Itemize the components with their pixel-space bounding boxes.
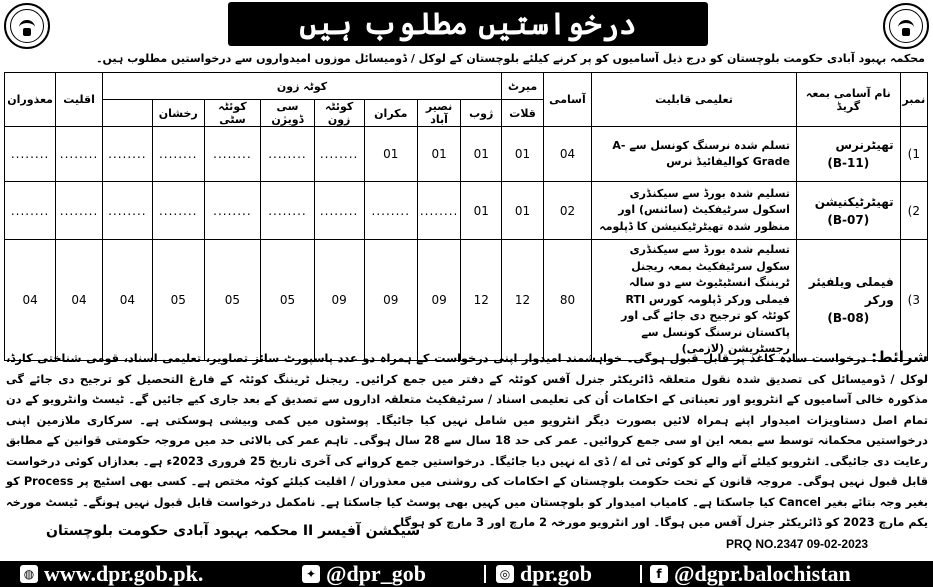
zone-value: 09 (314, 240, 364, 361)
zone-value: ........ (261, 127, 314, 182)
footer-twitter[interactable] (302, 561, 426, 587)
zone-value: ........ (314, 127, 364, 182)
footer-divider (640, 565, 642, 583)
header-row (5, 73, 928, 100)
zone-value: ........ (102, 127, 152, 182)
row-number: 1) (900, 127, 927, 182)
footer-facebook[interactable] (650, 561, 851, 587)
post-grade: (B-08) (827, 310, 870, 325)
zone-value: 12 (461, 240, 502, 361)
zone-value: 05 (261, 240, 314, 361)
post-title: تھیٹرٹیکنیشن (814, 194, 894, 209)
zone-value: 09 (417, 240, 460, 361)
header (0, 0, 933, 56)
post-name (796, 127, 900, 182)
instagram-icon: ◎ (496, 565, 514, 583)
merit-count: 01 (502, 182, 544, 240)
zone-value: 04 (102, 240, 152, 361)
zone-value: 01 (364, 127, 417, 182)
col-post: نام آسامی بمعہ گریڈ (796, 73, 900, 127)
col-qualification: تعلیمی قابلیت (591, 73, 796, 127)
zone-value: 01 (417, 127, 460, 182)
footer-instagram[interactable] (496, 561, 592, 587)
twitter-text: @dpr_gob (326, 561, 426, 586)
zone-value: 01 (461, 182, 502, 240)
page-title: درخواستیں مطلوب ہیں (299, 6, 637, 42)
qualification: تسلیم شدہ بورڈ سے سیکنڈری سکول سرٹیفکیٹ بمعہ ریجنل ٹریننگ انسٹیٹیوٹ سے دو سالہ فیملی ورکر ڈپلومہ کورس RTI کوئٹہ کو ترجیح دی جائے گی اور پاکستان نرسنگ کونسل سے رجسٹریشن (لازمی) (591, 240, 796, 361)
post-name (796, 182, 900, 240)
zone-value: 09 (364, 240, 417, 361)
row-number: 2) (900, 182, 927, 240)
posts-table (4, 72, 928, 361)
intro-text: محکمہ بہبود آبادی حکومت بلوچستان کو درج ذیل آسامیوں کو پر کرنے کیلئے بلوچستان کے لوکل / ڈومیسائل موزوں امیدواروں سے درخواستیں مطلوب ہیں۔ (96, 52, 925, 65)
merit-count: 12 (502, 240, 544, 361)
table-row (5, 240, 928, 361)
total-posts: 04 (543, 127, 591, 182)
prq-number: PRQ NO.2347 09-02-2023 (726, 537, 869, 551)
website-text: www.dpr.gob.pk. (44, 561, 204, 586)
col-no: نمبر (900, 73, 927, 127)
col-disabled: معذوران (5, 73, 56, 127)
zone-header: قلات (502, 100, 544, 127)
instagram-text: dpr.gob (520, 561, 592, 586)
conditions-title: شرائط: (871, 348, 928, 366)
minority-value: 04 (56, 240, 103, 361)
zone-header: ژوب (461, 100, 502, 127)
post-grade: (B-11) (827, 156, 870, 170)
zone-header: نصیر آباد (417, 100, 460, 127)
minority-value: ........ (56, 127, 103, 182)
conditions-text: درخواست سادہ کاغذ پر قابل قبول ہوگی۔ خواہشمند امیدوار اپنی درخواست کے ہمراہ دو عدد پاسپورٹ سائز تصاویر، تعلیمی اسناد، قومی شناختی کارڈ، لوکل / ڈومیسائل کی تصدیق شدہ نقول متعلقہ ڈائریکٹر جنرل آفس کوئٹہ کے دفتر میں جمع کرائیں۔ ریجنل ٹریننگ کوئٹہ کے فارغ التحصیل کو ترجیح دی جائے گی مذکورہ خالی آسامیوں کے انٹرویو اور تعیناتی کے احکامات اُن کی تعلیمی اسناد / سرٹیفکیٹ متعلقہ اداروں سے تصدیق کے بعد جاری کیے جائیں گے۔ ٹیسٹ وانٹرویو کے دن تمام اصل دستاویزات امیدوار اپنے ہمراہ لائیں بصورت دیگر انٹرویو میں شامل نہیں کیا جائیگا۔ پوسٹوں میں کمی وبیشی ہوسکتی ہے۔ سرکاری ملازمین اپنی درخواستیں محکمانہ توسط سے بمعہ این او سی جمع کروائیں۔ عمر کی حد 18 سال سے 28 سال ہوگی۔ تاہم عمر کی بالائی حد میں مروجہ حکومتی قوانین کے مطابق رعایت دی جائیگی۔ انٹرویو کیلئے آنے والے کو کوئی ٹی اے / ڈی اے نہیں دیا جائیگا۔ درخواستیں جمع کروانے کی آخری تاریخ 25 فروری 2023ء ہے۔ بعدازاں کوئی درخواست قابل قبول نہیں ہوگی۔ مروجہ قانون کے تحت حکومت بلوچستان کے احکامات کی روشنی میں معذوران / اقلیت کیلئے کوٹہ مختص ہے۔ کسی بھی اسٹیج پر Process کو بغیر وجہ بتائے بغیر Cancel کیا جاسکتا ہے۔ کامیاب امیدوار کو بلوچستان میں کہیں بھی پوسٹ کیا جاسکتا ہے۔ نامکمل درخواست قابل قبول نہیں ہونگے۔ ٹیسٹ مورخہ یکم مارچ 2023 کو ڈائریکٹر جنرل آفس میں ہوگا۔ اور انٹرویو مورخہ 2 مارچ اور 3 مارچ کو ہوگا۔ (6, 352, 928, 529)
facebook-text: @dgpr.balochistan (674, 561, 851, 586)
government-emblem-icon (883, 3, 929, 49)
zone-value: ........ (102, 182, 152, 240)
post-title: فیملی ویلفیئر ورکر (808, 274, 894, 307)
title-banner (228, 2, 708, 46)
zone-value: 05 (204, 240, 261, 361)
conditions (6, 347, 928, 534)
post-title: تھیٹرنرس (835, 138, 894, 152)
globe-icon: ◍ (20, 565, 38, 583)
zone-header: سی ڈویژن (261, 100, 314, 127)
footer-website[interactable] (20, 561, 203, 587)
balochistan-emblem-icon (4, 3, 50, 49)
zone-value: ........ (261, 182, 314, 240)
zone-header: کوئٹہ سٹی (204, 100, 261, 127)
zone-value: ........ (204, 127, 261, 182)
zone-value: ........ (417, 182, 460, 240)
footer-divider (484, 565, 486, 583)
qualification: تسلیم شدہ بورڈ سے سیکنڈری اسکول سرٹیفکیٹ (سائنس) اور منظور شدہ تھیٹرٹیکنیشن کا ڈپلومہ (591, 182, 796, 240)
disabled-value: ........ (5, 182, 56, 240)
disabled-value: ........ (5, 127, 56, 182)
table-row (5, 127, 928, 182)
minority-value: ........ (56, 182, 103, 240)
zone-value: ........ (364, 182, 417, 240)
disabled-value: 04 (5, 240, 56, 361)
zone-header: مکران (364, 100, 417, 127)
zone-value: 01 (461, 127, 502, 182)
merit-count: 01 (502, 127, 544, 182)
col-posts: آسامی (543, 73, 591, 127)
col-quota-zone: کوٹہ زون (102, 73, 501, 100)
zone-value: ........ (314, 182, 364, 240)
table-row (5, 182, 928, 240)
zone-value: ........ (204, 182, 261, 240)
total-posts: 80 (543, 240, 591, 361)
row-number: 3) (900, 240, 927, 361)
col-minority: اقلیت (56, 73, 103, 127)
col-merit: میرٹ (502, 73, 544, 100)
footer (0, 561, 933, 587)
zone-value: ........ (152, 127, 204, 182)
total-posts: 02 (543, 182, 591, 240)
post-name (796, 240, 900, 361)
signature: سیکشن آفیسر II محکمہ بہبود آبادی حکومت بلوچستان (46, 523, 421, 539)
zone-header: کوئٹہ زون (314, 100, 364, 127)
facebook-icon: f (650, 565, 668, 583)
twitter-icon: ✦ (302, 565, 320, 583)
zone-value: ........ (152, 182, 204, 240)
zone-header: رخشان (152, 100, 204, 127)
qualification: تسلم شدہ نرسنگ کونسل سے A-Grade کوالیفائیڈ نرس (591, 127, 796, 182)
zone-value: 05 (152, 240, 204, 361)
post-grade: (B-07) (827, 212, 870, 227)
